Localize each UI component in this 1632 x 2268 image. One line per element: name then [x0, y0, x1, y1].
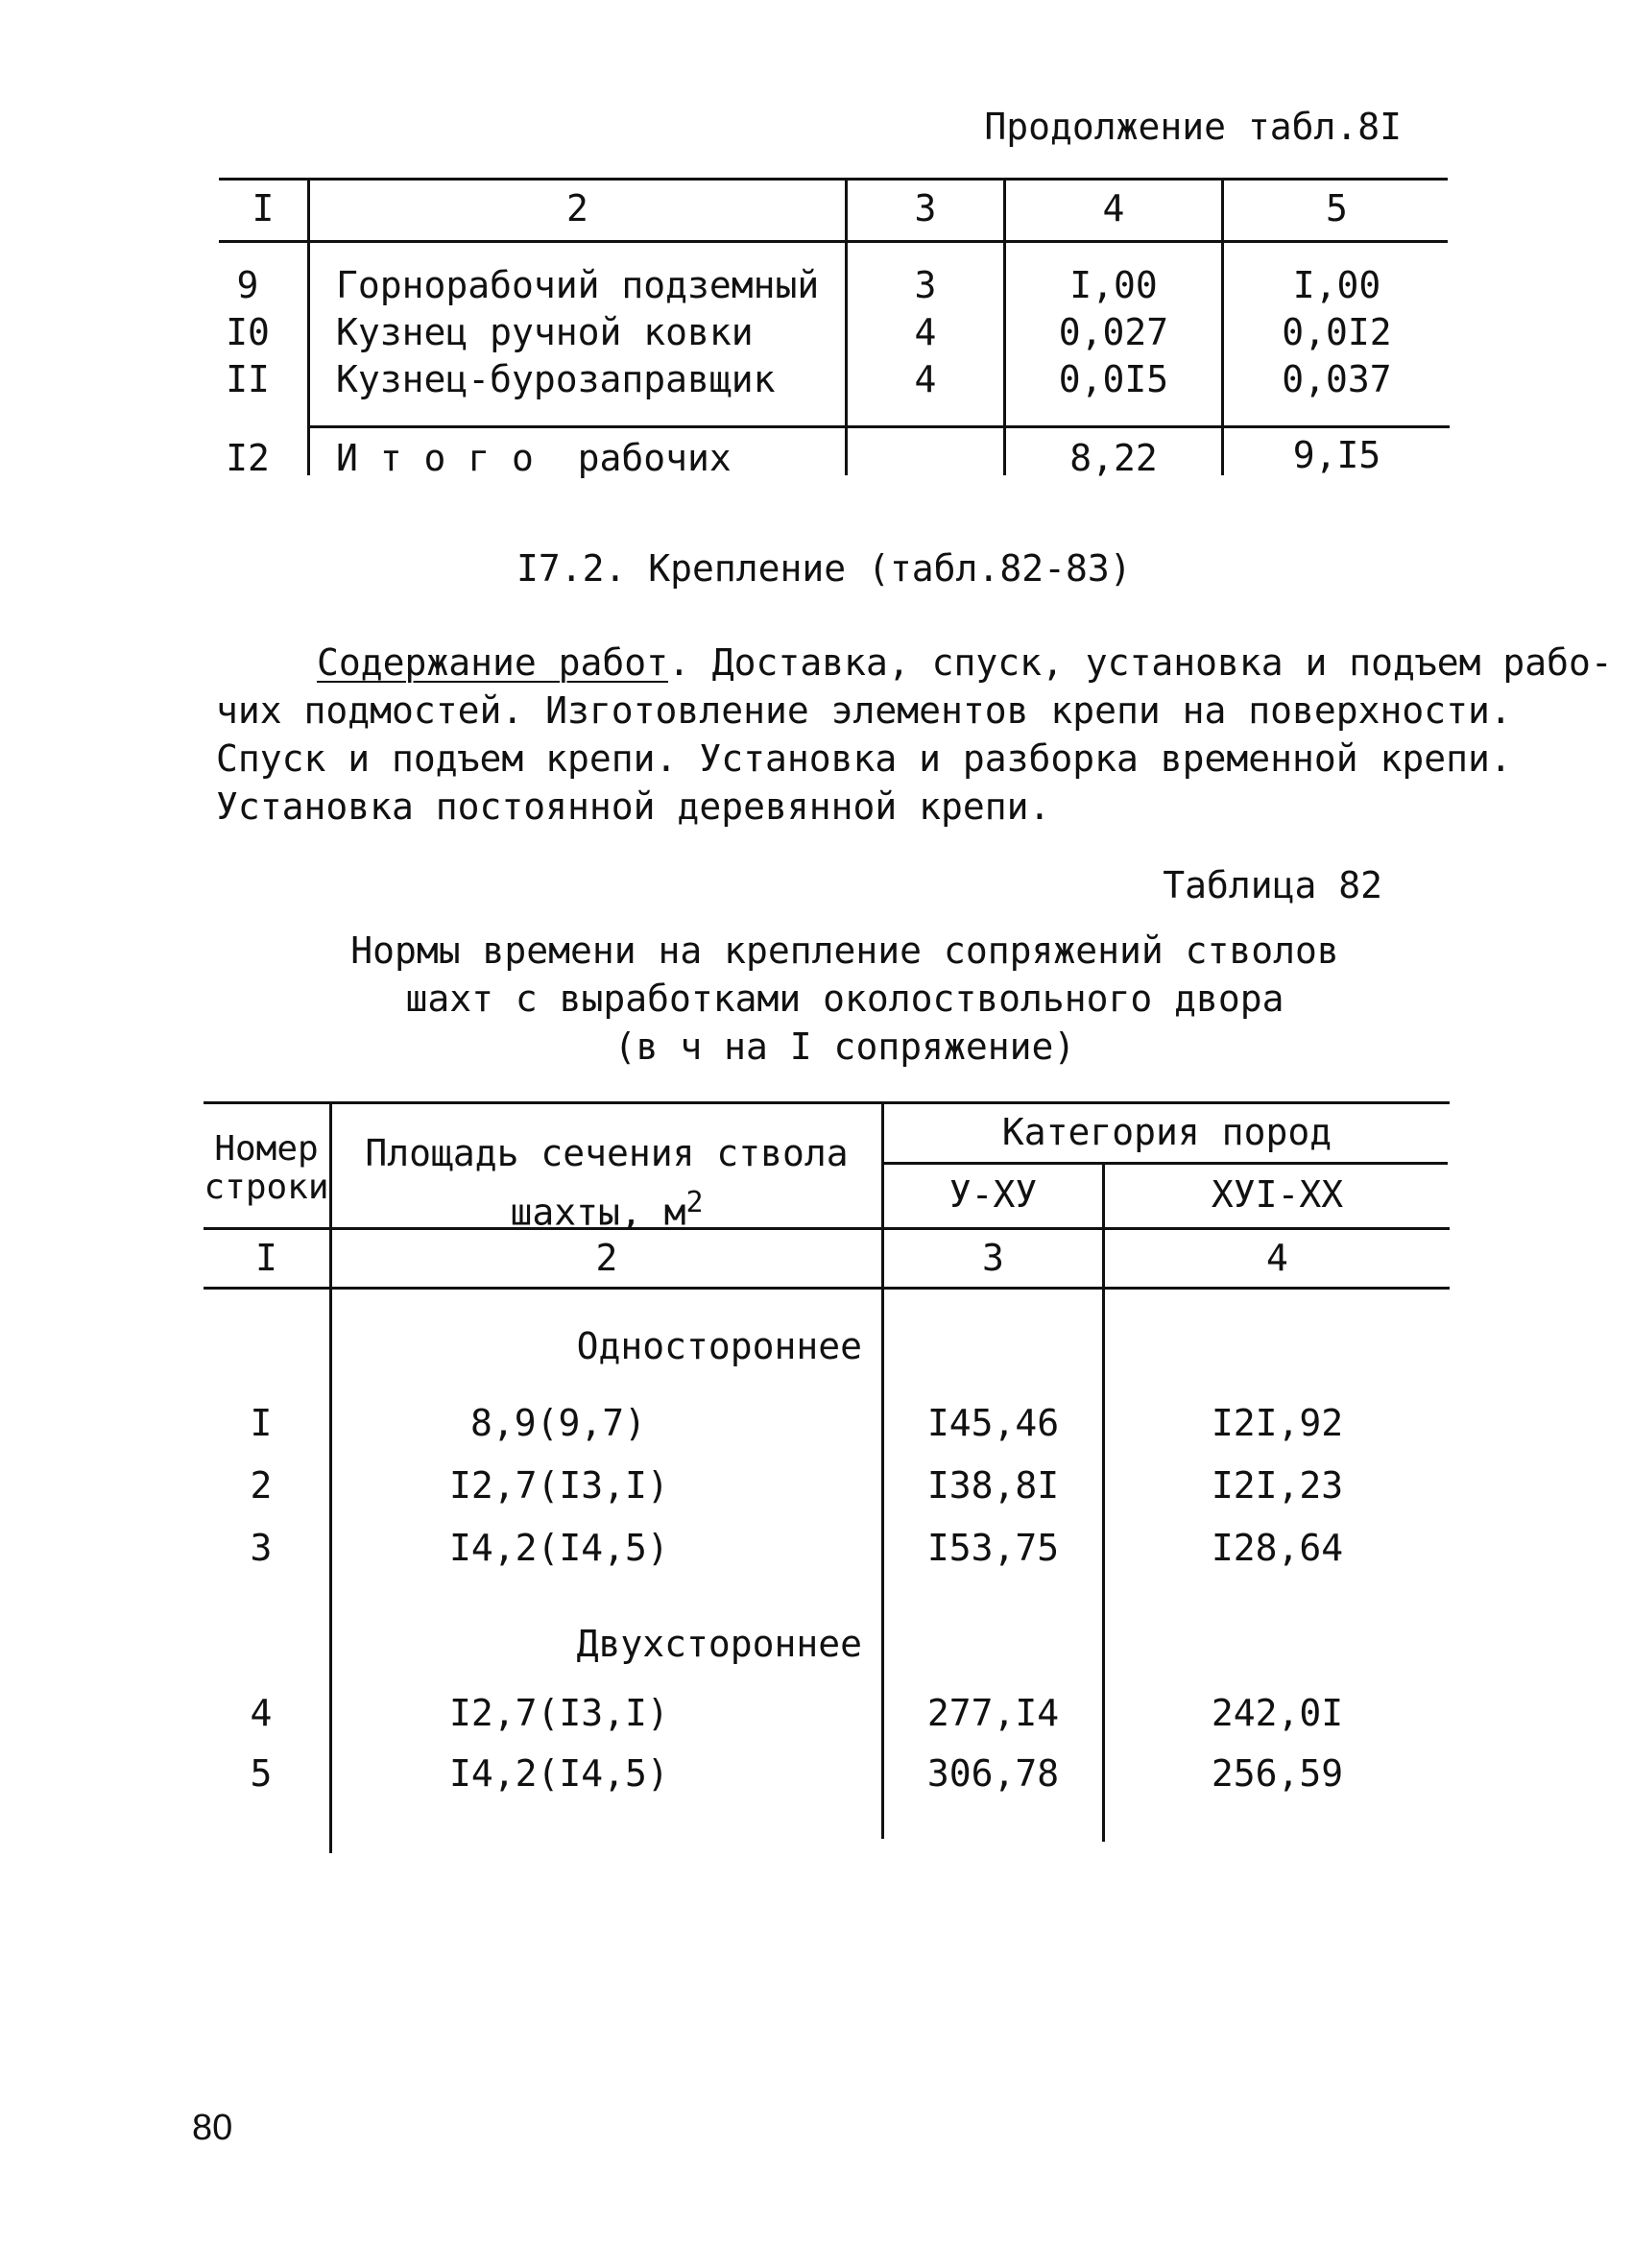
row-number: 2 [250, 1464, 273, 1507]
norm-value: 306,78 [926, 1752, 1060, 1795]
section-heading: I7.2. Крепление (табл.82-83) [516, 547, 1132, 590]
header-area [332, 1128, 881, 1238]
table-cell: 3 [914, 264, 937, 306]
row-number: II [226, 358, 270, 400]
table-81-header-cell: 4 [1102, 187, 1125, 229]
norm-value: I53,75 [926, 1527, 1060, 1569]
table-81-total-rule [307, 425, 1450, 428]
norm-value: I45,46 [926, 1402, 1060, 1444]
row-number: I0 [226, 311, 270, 353]
table-82-top-rule [204, 1101, 1450, 1104]
profession-name: Кузнец-бурозаправщик [336, 358, 776, 400]
paragraph-line: Установка постоянной деревянной крепи. [216, 785, 1051, 828]
paragraph-lead: Содержание работ [317, 641, 669, 684]
table-82-numbering-rule [204, 1287, 1450, 1290]
work-content-paragraph [216, 639, 1613, 831]
row-number: 5 [250, 1752, 273, 1795]
shaft-area: I2,7(I3,I) [449, 1692, 669, 1734]
table-cell: 0,0I2 [1282, 311, 1392, 353]
header-text: Площадь сечения ствола [365, 1132, 849, 1174]
table-cell: 4 [914, 358, 937, 400]
table-title-line: шахт с выработками околоствольного двора [405, 977, 1284, 1020]
header-text: шахты, м [510, 1191, 686, 1234]
header-text: строки [204, 1168, 329, 1207]
unit-exponent: 2 [685, 1186, 704, 1219]
shaft-area: I4,2(I4,5) [449, 1527, 669, 1569]
table-cell: I,00 [1292, 264, 1381, 306]
column-number: 2 [595, 1237, 618, 1279]
norm-value: I2I,23 [1211, 1464, 1344, 1507]
column-number: I [255, 1237, 277, 1279]
header-rock-category: Категория пород [1001, 1111, 1332, 1153]
table-81-header-cell: 5 [1326, 187, 1348, 229]
row-number: 3 [250, 1527, 273, 1569]
norm-value: I28,64 [1211, 1527, 1344, 1569]
header-category-sub: ХУI-ХХ [1211, 1173, 1344, 1216]
header-row-number [204, 1130, 329, 1207]
table-cell: I,00 [1069, 264, 1158, 306]
row-number: 9 [236, 264, 259, 306]
norm-value: I2I,92 [1211, 1402, 1344, 1444]
table-title-line: Нормы времени на крепление сопряжений стволов [350, 929, 1339, 972]
row-number: 4 [250, 1692, 273, 1734]
row-number: I [250, 1402, 273, 1444]
table-82-group-rule [881, 1162, 1448, 1165]
norm-value: 242,0I [1211, 1692, 1344, 1734]
table-cell: 0,037 [1282, 358, 1392, 400]
table-81-header-rule [219, 240, 1448, 243]
paragraph-line [216, 639, 1613, 687]
continuation-label: Продолжение табл.8I [984, 106, 1402, 148]
shaft-area: I2,7(I3,I) [449, 1464, 669, 1507]
paragraph-line: Спуск и подъем крепи. Установка и разборка временной крепи. [216, 737, 1512, 780]
table-cell: 0,0I5 [1058, 358, 1169, 400]
paragraph-line: чих подмостей. Изготовление элементов крепи на поверхности. [216, 689, 1512, 732]
norm-value: I38,8I [926, 1464, 1060, 1507]
norm-value: 277,I4 [926, 1692, 1060, 1734]
table-cell: 4 [914, 311, 937, 353]
header-text: Номер [214, 1129, 319, 1169]
row-number: I2 [226, 437, 270, 479]
shaft-area: I4,2(I4,5) [449, 1752, 669, 1795]
total-label: И т о г о рабочих [336, 437, 732, 479]
header-category-sub: У-ХУ [948, 1173, 1038, 1216]
header-text [332, 1178, 881, 1238]
table-81-header-cell: 3 [914, 187, 937, 229]
paragraph-text: . Доставка, спуск, установка и подъем рабо- [668, 641, 1613, 684]
table-title-line: (в ч на I сопряжение) [613, 1025, 1076, 1068]
profession-name: Горнорабочий подземный [336, 264, 820, 306]
table-81-top-rule [219, 178, 1448, 181]
table-title [221, 927, 1469, 1071]
table-81-header-cell: I [252, 187, 275, 229]
section-title: Двухстороннее [576, 1623, 862, 1665]
table-cell: 8,22 [1069, 437, 1158, 479]
table-cell: 9,I5 [1292, 434, 1381, 476]
table-label: Таблица 82 [1163, 864, 1382, 906]
section-title: Одностороннее [576, 1325, 862, 1367]
norm-value: 256,59 [1211, 1752, 1344, 1795]
page-number: 80 [192, 2108, 233, 2148]
profession-name: Кузнец ручной ковки [336, 311, 754, 353]
table-cell: 0,027 [1058, 311, 1169, 353]
shaft-area: 8,9(9,7) [470, 1402, 647, 1444]
table-81-header-cell: 2 [566, 187, 588, 229]
column-number: 4 [1266, 1237, 1288, 1279]
column-number: 3 [982, 1237, 1004, 1279]
